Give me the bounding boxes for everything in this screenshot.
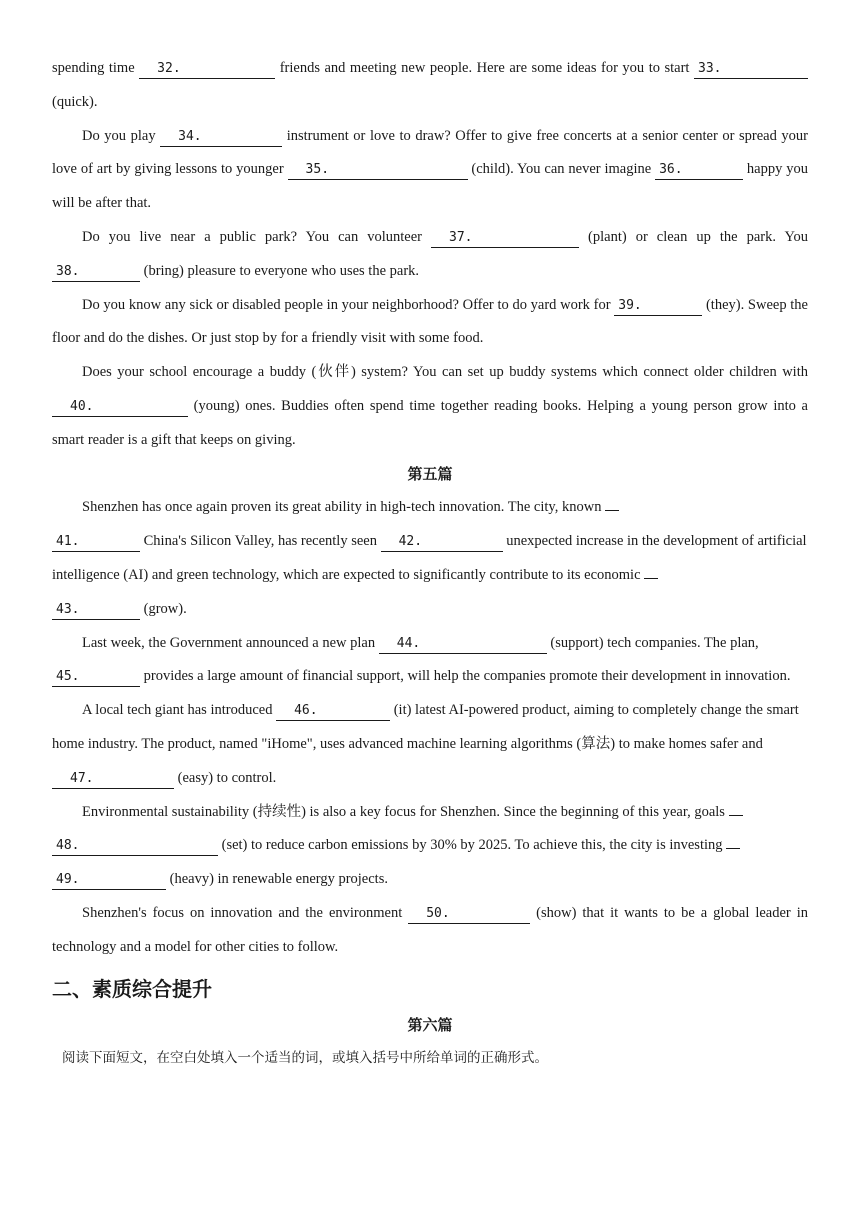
paragraph-9 [52, 796, 808, 897]
blank-48[interactable]: 48. [52, 837, 218, 856]
text: (heavy) in renewable energy projects. [166, 871, 388, 888]
paragraph-2 [52, 120, 808, 221]
text: happy you will be after that. [52, 161, 808, 212]
text: (plant) or clean up the park. You [579, 228, 808, 245]
paragraph-7 [52, 627, 808, 695]
text: Environmental sustainability (持续性) is also a key focus for Shenzhen. Since the beginning of this year, goals [82, 803, 729, 820]
text: (grow). [140, 600, 187, 617]
text: (they). Sweep the floor and do the dishes. Or just stop by for a friendly visit with some food. [52, 296, 808, 347]
blank-42[interactable]: 42. [381, 533, 503, 552]
blank-43-lead [644, 578, 658, 579]
text: China's Silicon Valley, has recently seen [140, 533, 381, 550]
paragraph-1 [52, 52, 808, 120]
document-page [52, 52, 808, 1076]
blank-44[interactable]: 44. [379, 635, 547, 654]
paragraph-4 [52, 289, 808, 357]
passage-heading-6: 第六篇 [407, 1015, 453, 1034]
blank-49[interactable]: 49. [52, 871, 166, 890]
blank-33[interactable]: 33. [694, 60, 808, 79]
text: Does your school encourage a buddy (伙伴) system? You can set up buddy systems which connect older children with [82, 364, 808, 381]
text: Do you play [82, 127, 161, 144]
text: provides a large amount of financial support, will help the companies promote their development in innovation. [140, 668, 791, 685]
blank-50[interactable]: 50. [408, 905, 530, 924]
instruction-text: 阅读下面短文，在空白处填入一个适当的词，或填入括号中所给单词的正确形式。 [62, 1050, 548, 1067]
text: (set) to reduce carbon emissions by 30% by 2025. To achieve this, the city is investing [218, 837, 727, 854]
text: (quick). [52, 93, 98, 110]
text: A local tech giant has introduced [82, 702, 277, 719]
blank-38[interactable]: 38. [52, 263, 140, 282]
blank-47[interactable]: 47. [52, 770, 174, 789]
blank-39[interactable]: 39. [614, 297, 702, 316]
blank-41[interactable]: 41. [52, 533, 140, 552]
text: spending time [52, 60, 140, 76]
blank-41-lead [605, 510, 619, 511]
paragraph-3 [52, 221, 808, 289]
text: (bring) pleasure to everyone who uses the park. [140, 262, 420, 279]
text: Shenzhen's focus on innovation and the environment [82, 904, 409, 921]
paragraph-5 [52, 356, 808, 457]
text: Last week, the Government announced a new plan [82, 634, 379, 651]
passage-heading-5: 第五篇 [407, 464, 453, 483]
blank-36[interactable]: 36. [655, 161, 743, 180]
blank-32[interactable]: 32. [139, 60, 275, 79]
blank-43[interactable]: 43. [52, 601, 140, 620]
blank-45[interactable]: 45. [52, 668, 140, 687]
blank-37[interactable]: 37. [431, 229, 579, 248]
text: (young) ones. Buddies often spend time together reading books. Helping a young person grow into a smart reader is a gift that keeps on giving. [52, 397, 808, 448]
blank-35[interactable]: 35. [288, 161, 468, 180]
text: (easy) to control. [174, 769, 277, 786]
text: Shenzhen has once again proven its great ability in high-tech innovation. The city, known [82, 499, 606, 516]
text: unexpected increase in the development of artificial intelligence (AI) and green technology, which are expected to significantly contribute to its economic [52, 533, 807, 583]
blank-49-lead [726, 848, 740, 849]
blank-34[interactable]: 34. [160, 128, 282, 147]
blank-48-lead [729, 815, 743, 816]
text: friends and meeting new people. Here are some ideas for you to start [275, 60, 694, 76]
text: Do you know any sick or disabled people in your neighborhood? Offer to do yard work for [82, 296, 615, 313]
text: (child). You can never imagine [467, 161, 656, 178]
blank-40[interactable]: 40. [52, 398, 188, 417]
section-heading: 二、素质综合提升 [52, 976, 212, 1001]
text: (it) latest AI-powered product, aiming to completely change the smart home industry. The product, named "iHome", uses advanced machine learning algorithms (算法) to make homes safer and [52, 702, 799, 752]
paragraph-10 [52, 897, 808, 965]
paragraph-6 [52, 491, 808, 626]
text: (support) tech companies. The plan, [546, 634, 759, 651]
text: instrument or love to draw? Offer to give free concerts at a senior center or spread your love of art by giving lessons to younger [52, 127, 808, 178]
paragraph-8 [52, 694, 808, 795]
text: (show) that it wants to be a global leader in technology and a model for other cities to follow. [52, 904, 808, 955]
text: Do you live near a public park? You can volunteer [82, 228, 432, 245]
blank-46[interactable]: 46. [276, 702, 390, 721]
